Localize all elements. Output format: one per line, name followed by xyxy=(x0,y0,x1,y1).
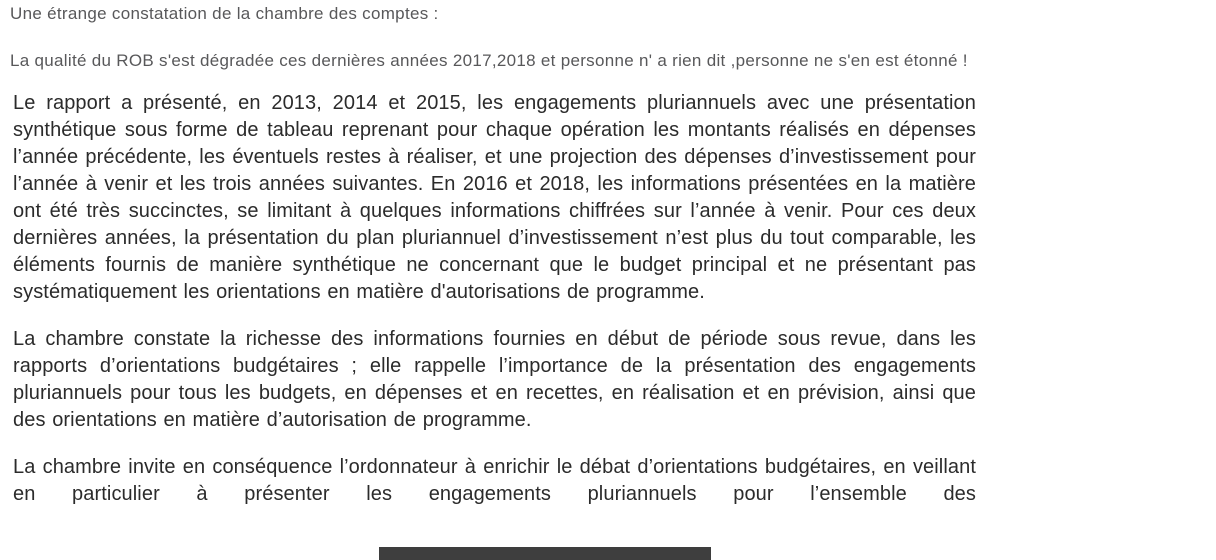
excerpt-paragraph-3: La chambre invite en conséquence l’ordonnateur à enrichir le débat d’orientations budgétaires, en veillant en particulier à présenter les engagements pluriannuels pour l’ensemble des xyxy=(13,456,976,505)
excerpt-paragraph-1: Le rapport a présenté, en 2013, 2014 et 2015, les engagements pluriannuels avec une présentation synthétique sous forme de tableau reprenant pour chaque opération les montants réalisés en dépenses l’année précédente, les éventuels restes à réaliser, et une projection des dépenses d’investissement pour l’année à venir et les trois années suivantes. En 2016 et 2018, les informations présentées en la matière ont été très succinctes, se limitant à quelques informations chiffrées sur l’année à venir. Pour ces deux dernières années, la présentation du plan pluriannuel d’investissement n’est plus du tout comparable, les éléments fournis de manière synthétique ne concernant que le budget principal et ne présentant pas systématiquement les orientations en matière d'autorisations de programme. xyxy=(13,92,976,303)
intro-heading: Une étrange constatation de la chambre des comptes : xyxy=(10,4,439,23)
intro-comment: La qualité du ROB s'est dégradée ces dernières années 2017,2018 et personne n' a rien dit ,personne ne s'en est étonné ! xyxy=(10,51,968,70)
excerpt-paragraph-2: La chambre constate la richesse des informations fournies en début de période sous revue, dans les rapports d’orientations budgétaires ; elle rappelle l’importance de la présentation des engagements pluriannuels pour tous les budgets, en dépenses et en recettes, en réalisation et en prévision, ainsi que des orientations en matière d’autorisation de programme. xyxy=(13,328,976,431)
report-excerpt xyxy=(13,90,976,528)
cutoff-image-fragment xyxy=(379,547,711,560)
